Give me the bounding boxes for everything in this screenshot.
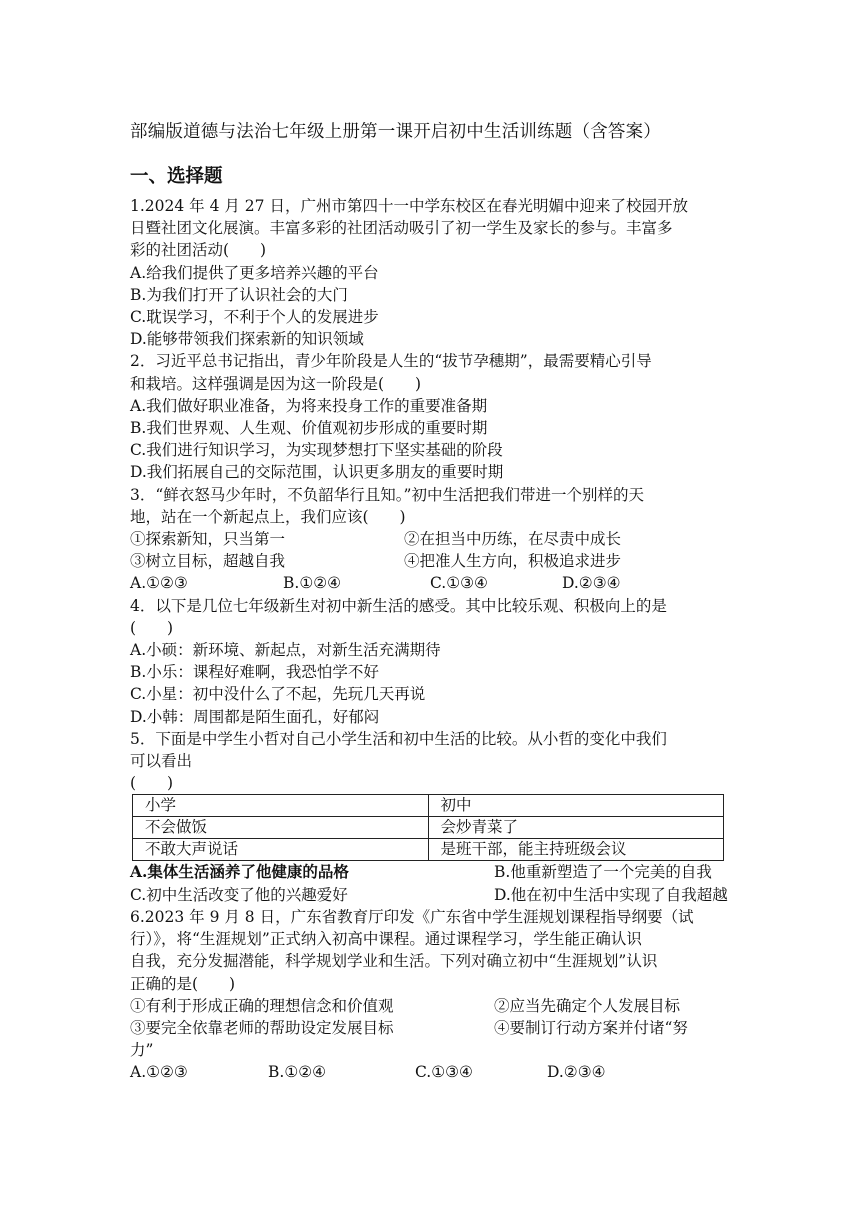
- question-text-line: ( ): [130, 774, 174, 793]
- option-row: [130, 1061, 735, 1083]
- statement-row: [130, 995, 735, 1017]
- table-row: [133, 817, 724, 839]
- statement-row: [130, 550, 735, 572]
- option-b: B.为我们打开了认识社会的大门: [130, 285, 348, 304]
- option-c: C.①③④: [415, 1063, 473, 1082]
- table-cell: 不敢大声说话: [133, 839, 429, 861]
- option-row: [130, 861, 735, 883]
- option-d: D.能够带领我们探索新的知识领域: [130, 330, 364, 349]
- option-row: [130, 884, 735, 906]
- statement-2: ②在担当中历练，在尽责中成长: [404, 530, 622, 549]
- statement-row: [130, 528, 735, 550]
- option-d: D.我们拓展自己的交际范围，认识更多朋友的重要时期: [130, 463, 504, 482]
- question-text-line: 5．下面是中学生小哲对自己小学生活和初中生活的比较。从小哲的变化中我们: [130, 729, 667, 748]
- statement-4: ④要制订行动方案并付诸“努: [494, 1018, 688, 1037]
- statement-1: ①有利于形成正确的理想信念和价值观: [130, 996, 394, 1015]
- question-3: [130, 484, 735, 595]
- question-text-line: 可以看出: [130, 752, 193, 771]
- question-text-line: 6.2023 年 9 月 8 日，广东省教育厅印发《广东省中学生涯规划课程指导纲要（试: [130, 907, 694, 926]
- statement-2: ②应当先确定个人发展目标: [494, 996, 681, 1015]
- question-list: [130, 195, 735, 1084]
- question-text-line: 和栽培。这样强调是因为这一阶段是( ): [130, 374, 422, 393]
- option-d: D.②③④: [562, 574, 621, 593]
- statement-4: ④把准人生方向，积极追求进步: [404, 552, 622, 571]
- option-row: [130, 572, 735, 594]
- option-a: A.集体生活涵养了他健康的品格: [130, 862, 349, 882]
- option-a: A.①②③: [130, 1063, 188, 1082]
- option-c: C.初中生活改变了他的兴趣爱好: [130, 885, 348, 904]
- statement-3: ③要完全依靠老师的帮助设定发展目标: [130, 1018, 394, 1037]
- question-2: [130, 350, 735, 483]
- comparison-table: [132, 794, 724, 861]
- table-cell: 不会做饭: [133, 817, 429, 839]
- option-b: B.①②④: [283, 574, 342, 593]
- statement-3: ③树立目标，超越自我: [130, 552, 286, 571]
- question-text-line: 行）》，将“生涯规划”正式纳入初高中课程。通过课程学习，学生能正确认识: [130, 930, 642, 949]
- option-a: A.①②③: [130, 574, 188, 593]
- option-a: A.给我们提供了更多培养兴趣的平台: [130, 263, 379, 282]
- table-cell: 是班干部，能主持班级会议: [428, 839, 724, 861]
- option-d: D.小韩：周围都是陌生面孔，好郁闷: [130, 707, 380, 726]
- question-text-line: 1.2024 年 4 月 27 日，广州市第四十一中学东校区在春光明媚中迎来了校园开放: [130, 197, 688, 215]
- question-1: [130, 195, 735, 350]
- table-header-cell: 初中: [428, 795, 724, 817]
- question-text-line: 3．“鲜衣怒马少年时，不负韶华行且知。”初中生活把我们带进一个别样的天: [130, 485, 644, 504]
- option-b: B.①②④: [268, 1063, 327, 1082]
- question-text-line: 正确的是( ): [130, 974, 236, 993]
- statement-1: ①探索新知，只当第一: [130, 530, 286, 549]
- question-text-line: 2．习近平总书记指出，青少年阶段是人生的“拔节孕穗期”，最需要精心引导: [130, 352, 652, 371]
- question-text-line: 日暨社团文化展演。丰富多彩的社团活动吸引了初一学生及家长的参与。丰富多: [130, 219, 673, 238]
- question-6: [130, 906, 735, 1084]
- option-a: A.我们做好职业准备，为将来投身工作的重要准备期: [130, 396, 488, 415]
- option-c: C.我们进行知识学习，为实现梦想打下坚实基础的阶段: [130, 441, 503, 460]
- document-title: 部编版道德与法治七年级上册第一课开启初中生活训练题（含答案）: [130, 122, 661, 142]
- option-b: B.小乐：课程好难啊，我恐怕学不好: [130, 663, 379, 682]
- option-c: C.耽误学习，不利于个人的发展进步: [130, 308, 379, 327]
- option-c: C.①③④: [430, 574, 488, 593]
- question-text-line: ( ): [130, 618, 174, 637]
- question-text-line: 彩的社团活动( ): [130, 241, 267, 260]
- statement-4-continued: 力”: [130, 1041, 154, 1060]
- section-heading: 一、选择题: [130, 166, 223, 187]
- option-d: D.他在初中生活中实现了自我超越: [494, 885, 728, 904]
- option-d: D.②③④: [547, 1063, 606, 1082]
- table-header-cell: 小学: [133, 795, 429, 817]
- table-header-row: [133, 795, 724, 817]
- statement-row: [130, 1017, 735, 1039]
- question-4: [130, 595, 735, 728]
- question-text-line: 地，站在一个新起点上，我们应该( ): [130, 507, 406, 526]
- option-b: B.我们世界观、人生观、价值观初步形成的重要时期: [130, 419, 488, 438]
- option-c: C.小星：初中没什么了不起，先玩几天再说: [130, 685, 426, 704]
- question-text-line: 4．以下是几位七年级新生对初中新生活的感受。其中比较乐观、积极向上的是: [130, 596, 667, 615]
- question-text-line: 自我，充分发掘潜能，科学规划学业和生活。下列对确立初中“生涯规划”认识: [130, 952, 658, 971]
- option-b: B.他重新塑造了一个完美的自我: [494, 863, 712, 882]
- table-cell: 会炒青菜了: [428, 817, 724, 839]
- option-a: A.小硕：新环境、新起点，对新生活充满期待: [130, 641, 441, 660]
- question-5: [130, 728, 735, 906]
- table-row: [133, 839, 724, 861]
